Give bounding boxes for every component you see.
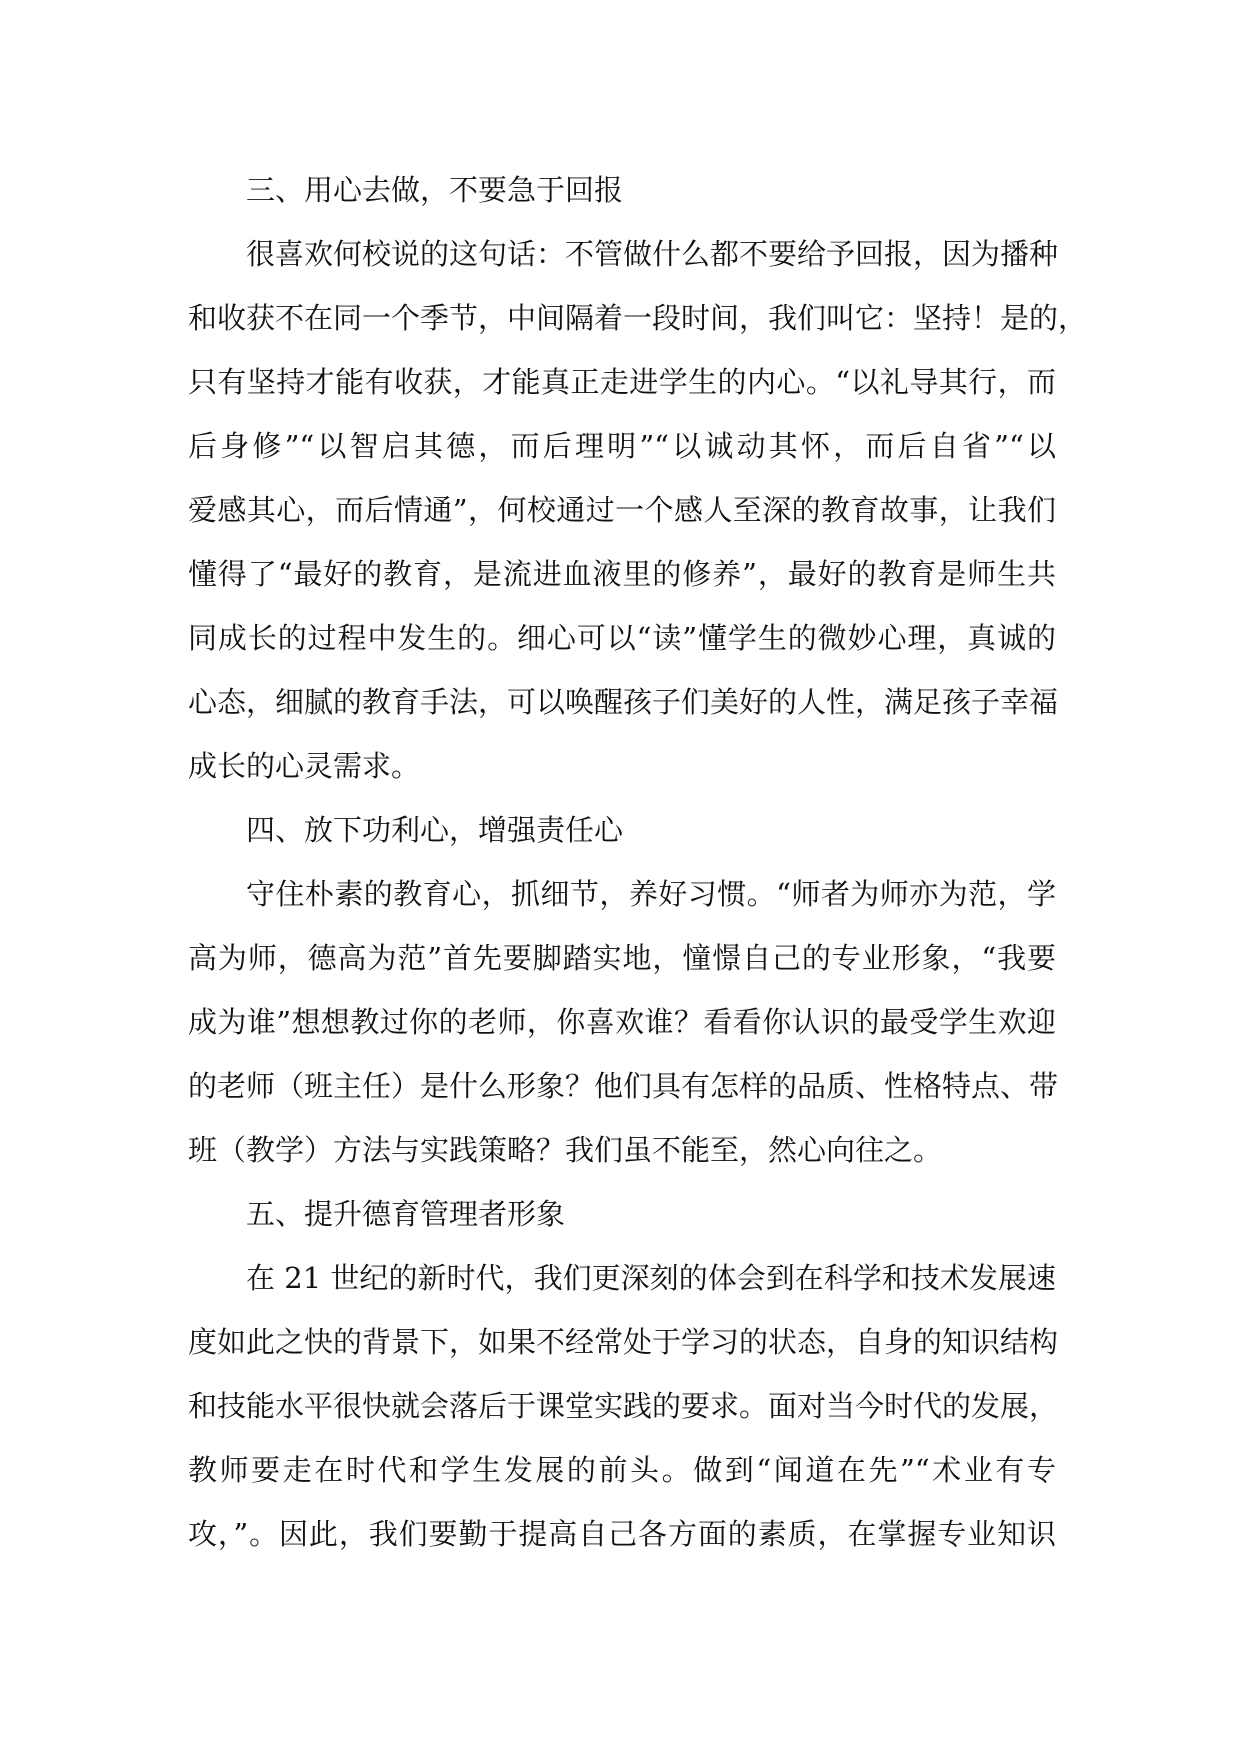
paragraph-first-line: 守住朴素的教育心，抓细节，养好习惯。“师者为师亦为范，学 — [246, 877, 1056, 911]
paragraph-line: 成长的心灵需求。 — [188, 749, 421, 783]
paragraph-line: 心态，细腻的教育手法，可以唤醒孩子们美好的人性，满足孩子幸福 — [188, 685, 1059, 719]
paragraph-line: 懂得了“最好的教育，是流进血液里的修养”，最好的教育是师生共 — [188, 557, 1056, 591]
paragraph-line: 只有坚持才能有收获，才能真正走进学生的内心。“以礼导其行，而 — [188, 365, 1056, 399]
paragraph-first-line: 四、放下功利心，增强责任心 — [246, 813, 624, 847]
paragraph-first-line: 三、用心去做，不要急于回报 — [246, 173, 624, 207]
paragraph-line: 攻，”。因此，我们要勤于提高自己各方面的素质，在掌握专业知识 — [188, 1517, 1056, 1551]
paragraph-first-line: 五、提升德育管理者形象 — [246, 1197, 566, 1231]
paragraph-line: 教师要走在时代和学生发展的前头。做到“闻道在先”“术业有专 — [188, 1453, 1056, 1487]
paragraph-first-line: 在 21 世纪的新时代，我们更深刻的体会到在科学和技术发展速 — [246, 1261, 1056, 1295]
paragraph-line: 成为谁”想想教过你的老师，你喜欢谁？看看你认识的最受学生欢迎 — [188, 1005, 1056, 1039]
paragraph-line: 后身修”“以智启其德，而后理明”“以诚动其怀，而后自省”“以 — [188, 429, 1056, 463]
paragraph-line: 同成长的过程中发生的。细心可以“读”懂学生的微妙心理，真诚的 — [188, 621, 1056, 655]
paragraph-line: 高为师，德高为范”首先要脚踏实地，憧憬自己的专业形象，“我要 — [188, 941, 1056, 975]
paragraph-line: 爱感其心，而后情通”，何校通过一个感人至深的教育故事，让我们 — [188, 493, 1056, 527]
paragraph-line: 和收获不在同一个季节，中间隔着一段时间，我们叫它：坚持！是的， — [188, 301, 1088, 335]
paragraph-line: 度如此之快的背景下，如果不经常处于学习的状态，自身的知识结构 — [188, 1325, 1059, 1359]
paragraph-first-line: 很喜欢何校说的这句话：不管做什么都不要给予回报，因为播种 — [246, 237, 1059, 271]
paragraph-line: 和技能水平很快就会落后于课堂实践的要求。面对当今时代的发展， — [188, 1389, 1059, 1423]
paragraph-line: 班（教学）方法与实践策略？我们虽不能至，然心向往之。 — [188, 1133, 943, 1167]
document-body — [188, 158, 1088, 1566]
paragraph-line: 的老师（班主任）是什么形象？他们具有怎样的品质、性格特点、带 — [188, 1069, 1059, 1103]
